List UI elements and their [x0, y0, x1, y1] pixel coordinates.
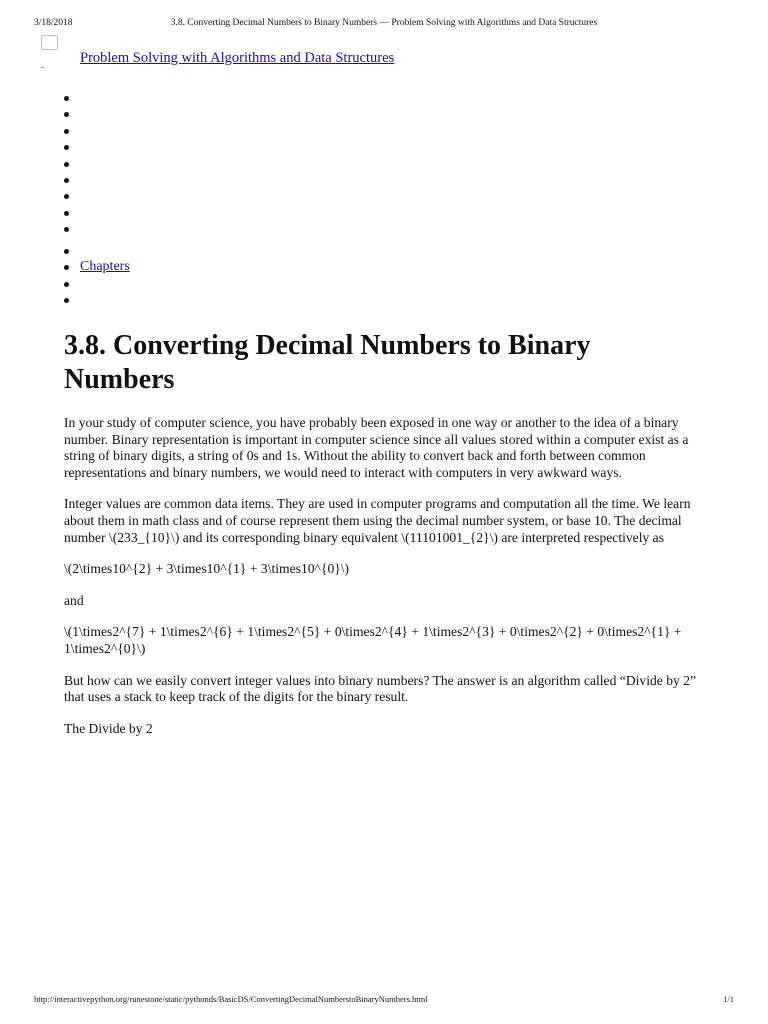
page-title: 3.8. Converting Decimal Numbers to Binary Numbers	[64, 330, 591, 395]
bullet-icon	[64, 96, 69, 101]
bullet-icon	[64, 282, 69, 287]
bullet-icon	[64, 145, 69, 150]
divide-by-two-paragraph: But how can we easily convert integer values into binary numbers? The answer is an algorithm called “Divide by 2” that uses a stack to keep track of the digits for the binary result.	[64, 672, 697, 705]
bullet-icon	[64, 112, 69, 117]
binary-expansion-formula: \(1\times2^{7} + 1\times2^{6} + 1\times2^{5} + 0\times2^{4} + 1\times2^{3} + 0\times2^{2} + 0\times2^{1} + 1\times2^{0}\)	[64, 624, 682, 656]
integer-values-paragraph: Integer values are common data items. They are used in computer programs and computation all the time. We learn about them in math class and of course represent them using the decimal number system, or base 10. The decimal number \(233_{10}\) and its corresponding binary equivalent \(11101001_{2}\) are interpreted respectively as	[64, 496, 691, 545]
bullet-icon	[64, 298, 69, 303]
brand-image-placeholder	[41, 67, 44, 68]
chapters-link[interactable]: Chapters	[80, 259, 130, 275]
intro-paragraph: In your study of computer science, you have probably been exposed in one way or another to the idea of a binary number. Binary representation is important in computer science since all values stored within a computer exist as a string of binary digits, a string of 0s and 1s. Without the ability to convert back and forth between common representations and binary numbers, we would need to interact with computers in very awkward ways.	[64, 415, 689, 480]
bullet-icon	[64, 227, 69, 232]
bullet-icon	[64, 178, 69, 183]
divide-by-two-heading-text: The Divide by 2	[64, 720, 153, 736]
bullet-icon	[64, 249, 69, 254]
page-number: 1/1	[723, 994, 734, 1004]
navbar-toggle-button[interactable]	[41, 35, 58, 50]
decimal-expansion-formula: \(2\times10^{2} + 3\times10^{1} + 3\times10^{0}\)	[64, 561, 350, 577]
bullet-icon	[64, 211, 69, 216]
site-title-link[interactable]: Problem Solving with Algorithms and Data Structures	[80, 50, 395, 66]
print-url: http://interactivepython.org/runestone/static/pythonds/BasicDS/ConvertingDecimalNumberstoBinaryNumbers.html	[34, 994, 428, 1004]
and-text: and	[64, 592, 84, 608]
print-document-title: 3.8. Converting Decimal Numbers to Binary Numbers — Problem Solving with Algorithms and Data Structures	[170, 18, 598, 28]
section-body	[64, 415, 709, 752]
bullet-icon	[64, 194, 69, 199]
print-date: 3/18/2018	[34, 18, 73, 28]
bullet-icon	[64, 162, 69, 167]
bullet-icon	[64, 265, 69, 270]
bullet-icon	[64, 129, 69, 134]
